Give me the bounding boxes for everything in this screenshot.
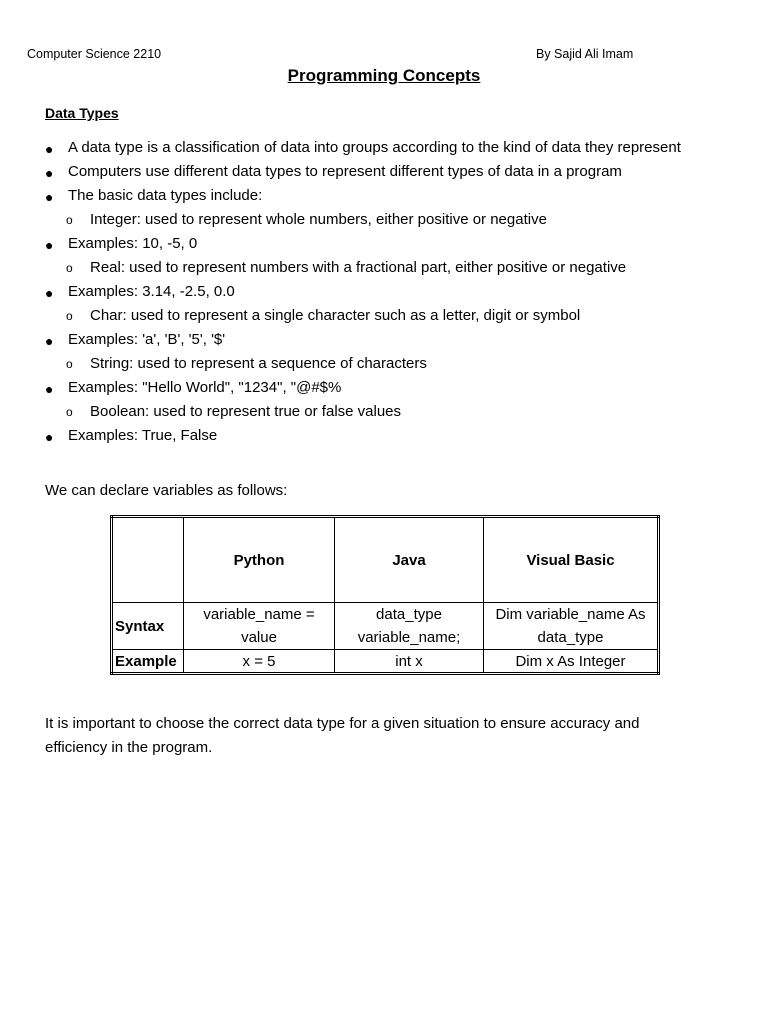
list-item [0,304,768,328]
bullet-list [0,136,768,448]
bullet-dot-icon: ● [45,381,54,397]
bullet-circle-icon: o [66,405,73,419]
list-item-text: Examples: True, False [68,427,218,444]
table-header-visual-basic: Visual Basic [484,517,659,603]
list-item [0,328,768,352]
list-item-text: Examples: 10, -5, 0 [68,235,198,252]
list-item [0,376,768,400]
list-item [0,280,768,304]
declare-intro: We can declare variables as follows: [45,482,288,499]
list-item-text: Computers use different data types to represent different types of data in a program [68,163,622,180]
list-item-text: String: used to represent a sequence of characters [90,355,427,372]
header-author: By Sajid Ali Imam [536,47,634,61]
table-row-label: Example [112,650,184,674]
table-header-java: Java [335,517,484,603]
list-item [0,256,768,280]
declaration-table [110,515,660,675]
list-item-text: Real: used to represent numbers with a fractional part, either positive or negative [90,259,627,276]
bullet-circle-icon: o [66,309,73,323]
table-cell: data_type variable_name; [335,603,484,650]
table-cell: x = 5 [184,650,335,674]
bullet-circle-icon: o [66,261,73,275]
bullet-dot-icon: ● [45,429,54,445]
list-item [0,352,768,376]
list-item [0,424,768,448]
table-cell: Dim variable_name As data_type [484,603,659,650]
bullet-circle-icon: o [66,213,73,227]
bullet-dot-icon: ● [45,141,54,157]
table-row-example [112,650,659,674]
table-header-python: Python [184,517,335,603]
table-cell: variable_name = value [184,603,335,650]
table-row-label: Syntax [112,603,184,650]
bullet-dot-icon: ● [45,189,54,205]
bullet-dot-icon: ● [45,237,54,253]
list-item-text: Char: used to represent a single character such as a letter, digit or symbol [90,307,581,324]
list-item-text: Examples: "Hello World", "1234", "@#$% [68,379,342,396]
table-header-row [112,517,659,603]
list-item [0,160,768,184]
list-item [0,400,768,424]
bullet-dot-icon: ● [45,285,54,301]
bullet-dot-icon: ● [45,333,54,349]
page-title: Programming Concepts [287,66,481,85]
list-item [0,184,768,208]
list-item-text: Examples: 'a', 'B', '5', '$' [68,331,226,348]
section-heading: Data Types [45,105,119,121]
table-cell: int x [335,650,484,674]
bullet-dot-icon: ● [45,165,54,181]
list-item [0,136,768,160]
list-item-text: The basic data types include: [68,187,263,204]
table-row-syntax [112,603,659,650]
header-course: Computer Science 2210 [27,47,162,61]
list-item-text: Examples: 3.14, -2.5, 0.0 [68,283,235,300]
list-item-text: Boolean: used to represent true or false values [90,403,402,420]
closing-paragraph: It is important to choose the correct data type for a given situation to ensure accuracy and efficiency in the program. [45,715,640,756]
table-corner-cell [112,517,184,603]
list-item [0,208,768,232]
bullet-circle-icon: o [66,357,73,371]
list-item-text: A data type is a classification of data into groups according to the kind of data they represent [68,139,681,156]
list-item [0,232,768,256]
table-cell: Dim x As Integer [484,650,659,674]
list-item-text: Integer: used to represent whole numbers, either positive or negative [90,211,547,228]
